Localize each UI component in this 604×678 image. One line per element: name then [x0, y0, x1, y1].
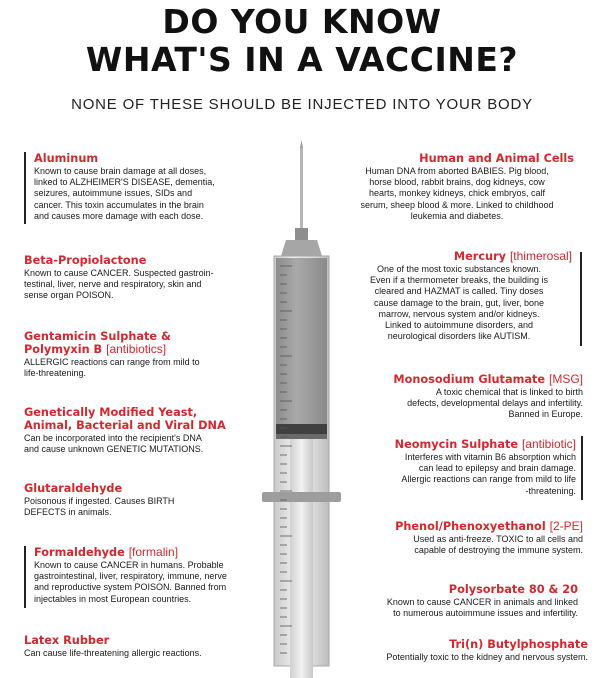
ingredient-description: Interferes with vitamin B6 absorption which can lead to epilepsy and brain damage. Allergic reactions can range from mild to life -threatening. [401, 452, 576, 496]
ingredient-description: Used as anti-freeze. TOXIC to all cells and capable of destroying the immune system. [413, 534, 583, 556]
ingredient-glutaraldehyde [24, 482, 274, 518]
ingredient-description: Can be incorporated into the recipient's DNA and cause unknown GENETIC MUTATIONS. [24, 433, 204, 455]
ingredient-name: Phenol/Phenoxyethanol [2-PE] [395, 519, 583, 533]
needle-hub [295, 228, 308, 240]
barrel-nozzle [281, 240, 322, 256]
ingredient-polysorbate [350, 583, 578, 619]
ingredient-human-animal-cells [340, 152, 574, 222]
ingredient-name: Genetically Modified Yeast, Animal, Bacterial and Viral DNA [24, 406, 226, 432]
ingredient-name: Neomycin Sulphate [antibiotic] [394, 437, 576, 451]
plunger-rod [290, 439, 313, 678]
ingredient-name: Polysorbate 80 & 20 [448, 583, 578, 596]
page-subtitle: NONE OF THESE SHOULD BE INJECTED INTO YOUR BODY [71, 96, 533, 113]
ingredient-description: Human DNA from aborted BABIES. Pig blood, horse blood, rabbit brains, dog kidneys, cow hearts, monkey kidneys, chick embryos, calf serum, sheep blood & more. Linked to childhood leukemia and diabetes. [360, 166, 554, 221]
ingredient-msg [350, 373, 583, 421]
aluminum-accent-line [24, 152, 26, 224]
ingredient-name: Latex Rubber [24, 634, 110, 647]
vaccine-fluid [276, 258, 327, 424]
ingredient-description: Known to cause CANCER in animals and linked to numerous autoimmune issues and infertility. [386, 597, 578, 619]
ingredient-description: Potentially toxic to the kidney and nervous system. [386, 652, 588, 662]
ingredient-mercury [346, 250, 572, 342]
page-title-line-1: DO YOU KNOW [162, 2, 442, 41]
ingredient-gm-yeast-dna [24, 406, 279, 455]
ingredient-description: ALLERGIC reactions can range from mild to life-threatening. [24, 357, 200, 379]
ingredient-name: Mercury [thimerosal] [453, 249, 572, 263]
ingredient-neomycin-sulphate [350, 438, 576, 497]
ingredient-description: One of the most toxic substances known. Even if a thermometer breaks, the building is cleared and HAZMAT is called. Tiny doses cause damage to the brain, gut, liver, bone marrow, nervous system and/or kidneys. Linked to autoimmune disorders, and neurological disorders like AUTISM. [369, 264, 549, 342]
needle-tip [300, 140, 303, 148]
ingredient-description: Known to cause CANCER in humans. Probable gastrointestinal, liver, respiratory, immune, nerve and reproductive system POISON. Banned from injectables in most European countries. [34, 560, 227, 604]
ingredient-name: Glutaraldehyde [24, 482, 123, 495]
ingredient-gentamicin-polymyxin [24, 330, 274, 379]
ingredient-name: Tri(n) Butylphosphate [449, 638, 588, 651]
ingredient-name: Aluminum [34, 152, 99, 165]
ingredient-phenol [350, 520, 583, 556]
ingredient-formaldehyde [34, 546, 279, 605]
ingredient-description: A toxic chemical that is linked to birth defects, developmental delays and infertility. Banned in Europe. [407, 387, 583, 420]
ingredient-latex-rubber [24, 634, 274, 659]
ingredient-description: Known to cause brain damage at all doses, linked to ALZHEIMER'S DISEASE, dementia, seizures, autoimmune issues, SIDs and cancer. This toxin accumulates in the brain and causes more damage with each dose. [34, 166, 215, 221]
page-title-line-2: WHAT'S IN A VACCINE? [85, 40, 519, 79]
ingredient-tributylphosphate [340, 638, 588, 663]
formaldehyde-accent-line [24, 546, 26, 608]
ingredient-name: Formaldehyde [formalin] [34, 545, 179, 559]
ingredient-name: Gentamicin Sulphate & Polymyxin B [antibiotics] [24, 330, 171, 356]
neomycin-accent-line [581, 436, 583, 500]
ingredient-description: Can cause life-threatening allergic reactions. [24, 648, 202, 658]
needle [300, 148, 303, 228]
ingredient-name: Beta-Propiolactone [24, 254, 147, 267]
ingredient-aluminum [34, 152, 269, 222]
mercury-accent-line [580, 252, 582, 346]
ingredient-name: Monosodium Glutamate [MSG] [393, 372, 583, 386]
ingredient-description: Poisonous if ingested. Causes BIRTH DEFECTS in animals. [24, 496, 175, 518]
ingredient-name: Human and Animal Cells [419, 152, 574, 165]
ingredient-beta-propiolactone [24, 254, 274, 302]
plunger-stopper [276, 424, 327, 434]
ingredient-description: Known to cause CANCER. Suspected gastroin- testinal, liver, nerve and respiratory, skin and sense organ POISON. [24, 268, 214, 301]
